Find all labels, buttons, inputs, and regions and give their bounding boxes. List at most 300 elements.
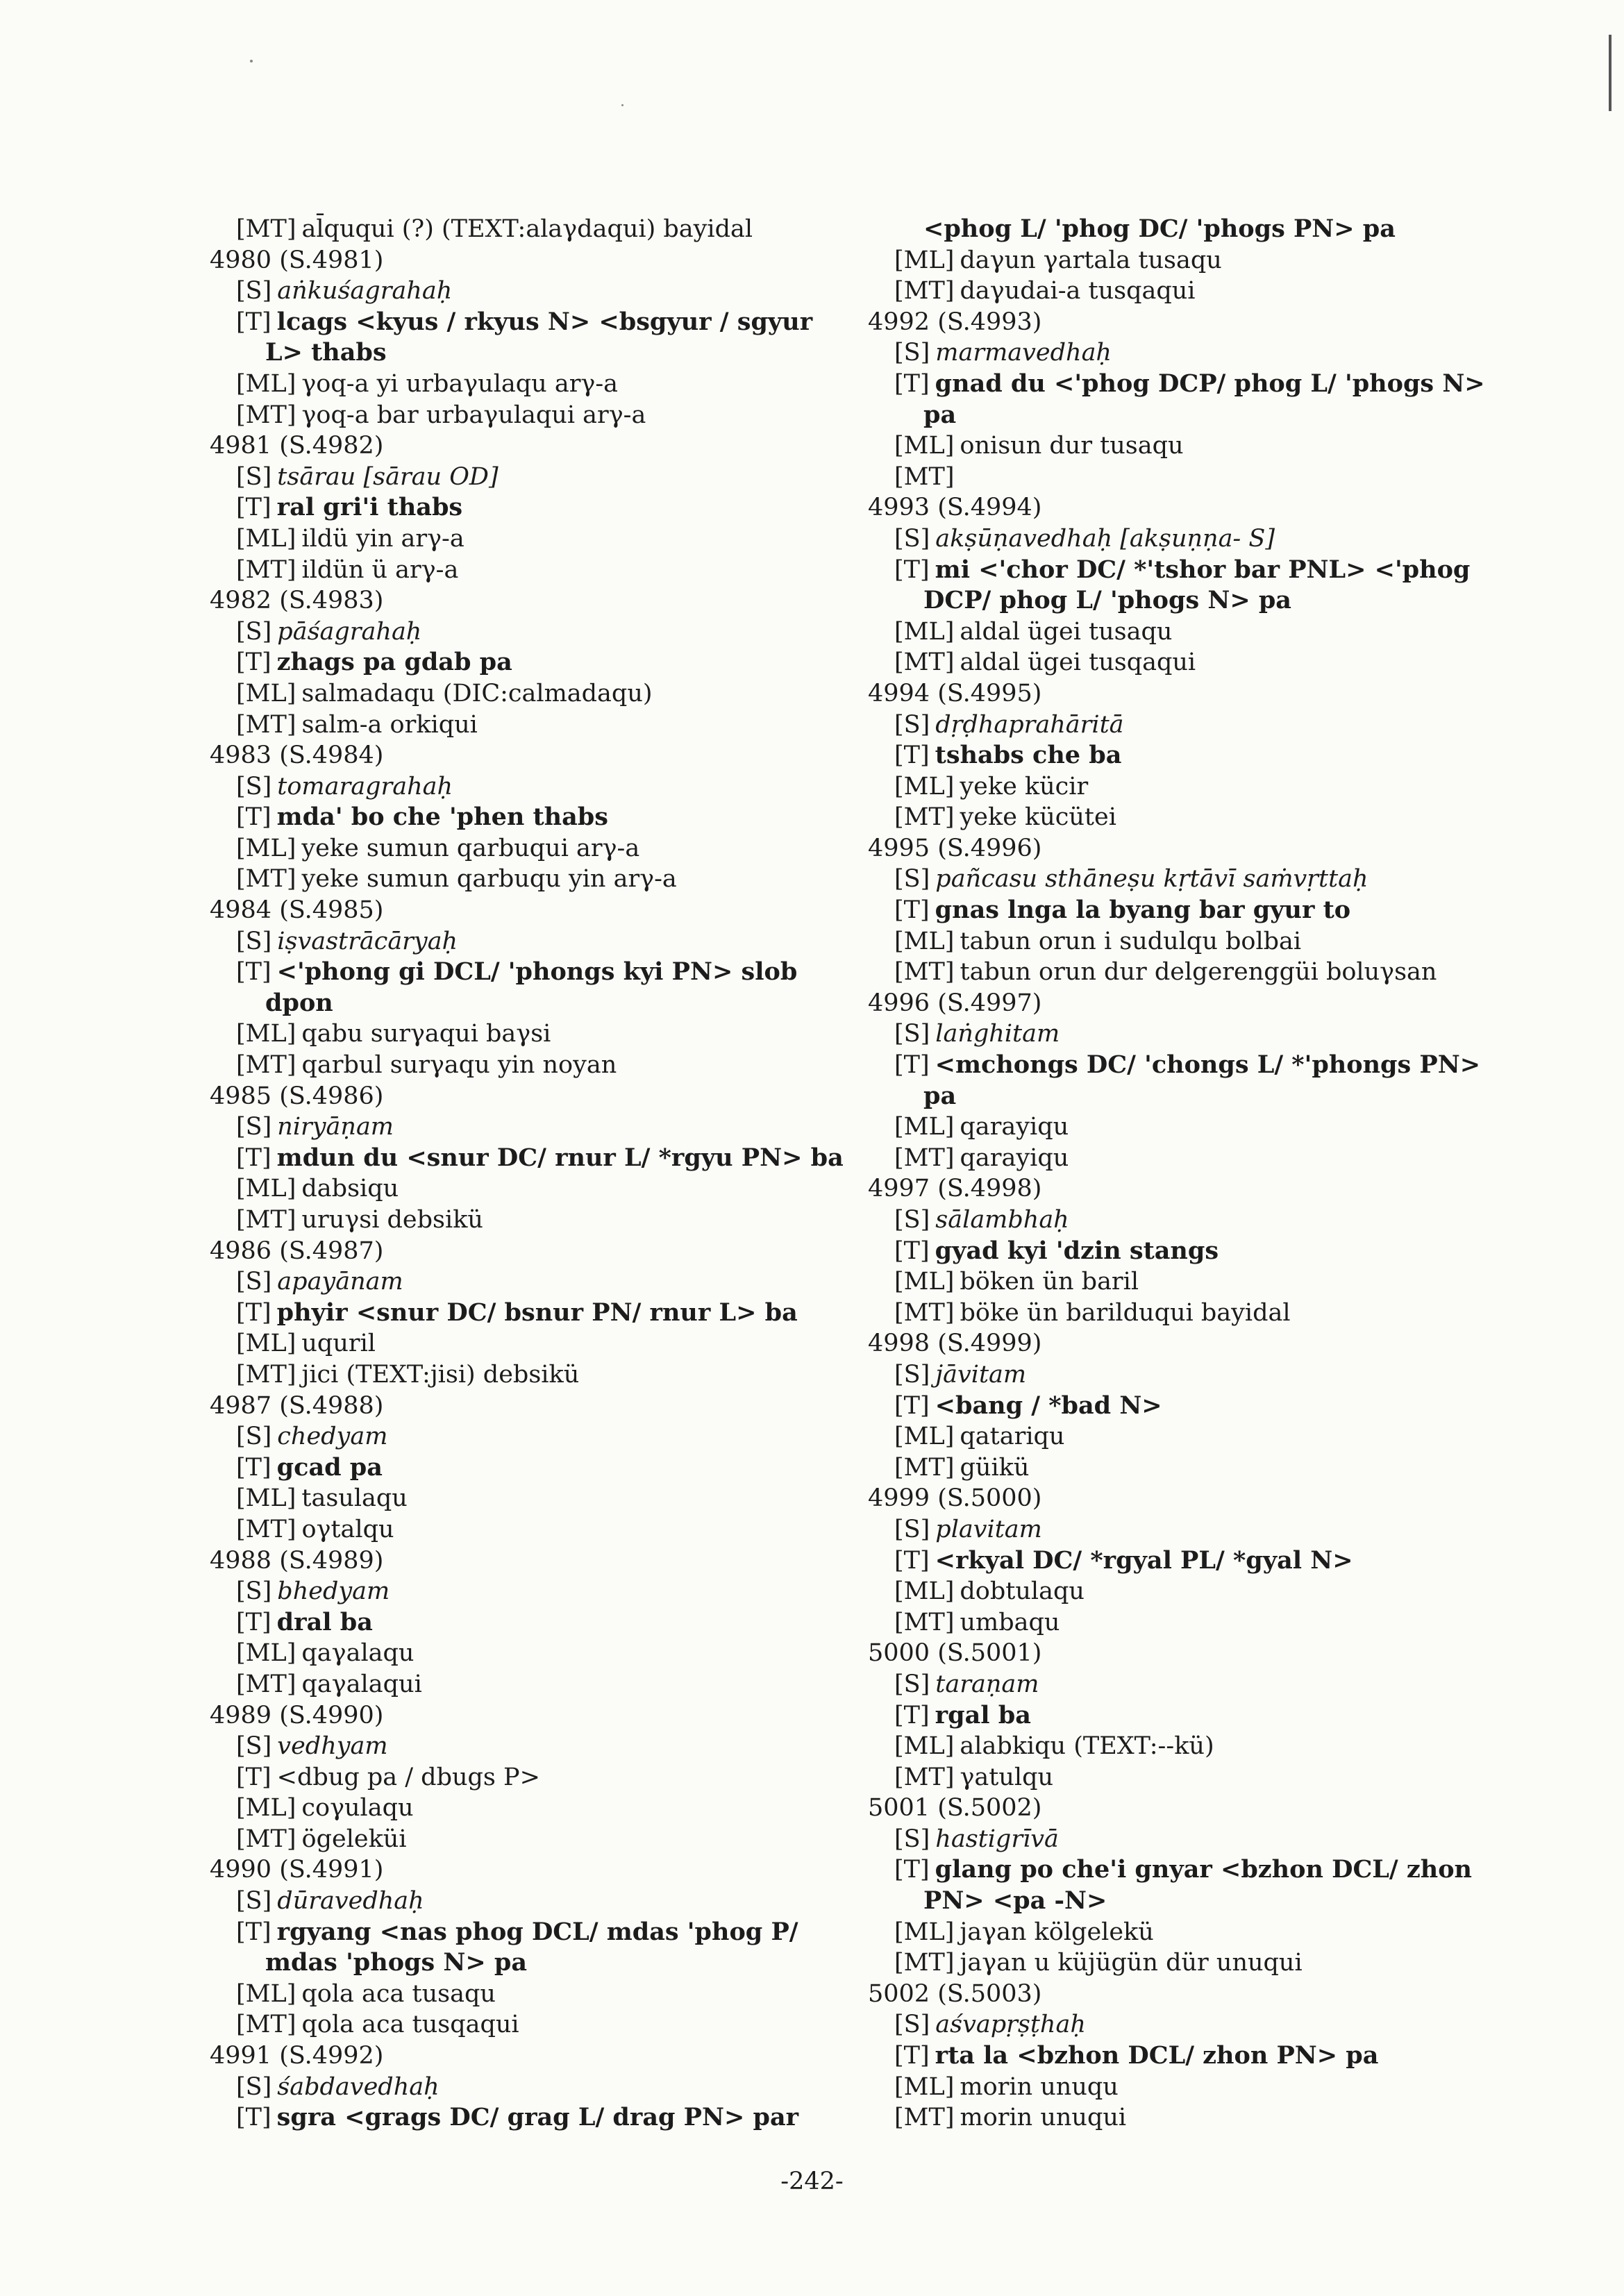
field-tag: [MT] [894,1763,955,1791]
entry-text: 4996 (S.4997) [868,989,1042,1017]
field-tag: [S] [236,2072,272,2101]
entry-line [210,369,835,400]
entry-line [868,1081,1493,1112]
entry-text: 4994 (S.4995) [868,679,1042,707]
entry-line [868,1824,1493,1855]
entry-text: tabun orun i sudulqu bolbai [960,927,1302,955]
entry-line [868,1050,1493,1081]
scan-edge-mark [1609,35,1612,111]
field-tag: [MT] [236,555,296,584]
field-tag: [MT] [236,1360,296,1389]
entry-text: daγun γartala tusaqu [960,246,1222,274]
entry-line [210,1979,835,2010]
entry-line [868,895,1493,926]
field-tag: [MT] [894,803,955,832]
entry-text: ildü yin arγ-a [301,524,464,553]
entry-line [210,617,835,648]
entry-number [210,245,835,276]
entry-line [868,585,1493,617]
entry-text: tasulaqu [301,1484,408,1513]
field-tag: [MT] [894,1298,955,1327]
field-tag: [ML] [894,772,955,801]
entry-line [868,1421,1493,1452]
entry-line [210,492,835,523]
entry-text: 4981 (S.4982) [210,432,384,460]
entry-number [210,1854,835,1886]
entry-text: mdas 'phogs N> pa [265,1948,528,1977]
entry-text: jici (TEXT:jisi) debsikü [301,1360,580,1389]
entry-line [868,555,1493,586]
entry-line [868,2009,1493,2041]
entry-line [210,1143,844,1174]
entry-line [868,710,1493,741]
field-tag: [ML] [894,1918,955,1946]
entry-text: gyad kyi 'dzin stangs [935,1236,1219,1265]
entry-line [210,1205,835,1236]
entry-line [868,1019,1493,1050]
entry-text: niryāṇam [277,1113,394,1141]
entry-text: śabdavedhaḥ [277,2072,440,2101]
field-tag: [S] [894,1825,930,1853]
field-tag: [ML] [236,524,296,553]
entry-text: ildün ü arγ-a [301,555,459,584]
field-tag: [S] [894,1670,930,1698]
entry-text: 4989 (S.4990) [210,1701,384,1729]
field-tag: [S] [894,2011,930,2039]
entry-text: 4983 (S.4984) [210,741,384,770]
entry-text: 5001 (S.5002) [868,1794,1042,1822]
entry-text: rgal ba [935,1700,1031,1729]
entry-number [868,1638,1493,1669]
scan-speck [621,104,623,106]
entry-text: lcags <kyus / rkyus N> <bsgyur / sgyur [276,307,813,336]
entry-text: 4980 (S.4981) [210,246,384,274]
field-tag: [S] [236,927,272,955]
entry-text: marmavedhaḥ [935,339,1112,367]
entry-text: <dbug pa / dbugs P> [276,1763,540,1791]
entry-line [210,1328,835,1359]
entry-line [210,1298,835,1329]
entry-line [868,1607,1493,1639]
field-tag: [S] [236,1113,272,1141]
entry-number [210,585,835,617]
entry-text: al̄ququi (?) (TEXT:alaγdaqui) bayidal [301,215,753,243]
entry-text: qaγalaqui [301,1670,422,1698]
entry-line [868,523,1493,555]
entry-text: aldal ügei tusqaqui [960,648,1196,677]
entry-text: qarbul surγaqu yin noyan [301,1051,617,1080]
entry-text: morin unuqui [960,2104,1127,2132]
entry-text: mda' bo che 'phen thabs [276,803,608,832]
entry-line [868,1298,1493,1329]
entry-line [868,1700,1493,1732]
entry-text: zhags pa gdab pa [276,648,512,677]
entry-text: <'phong gi DCL/ 'phongs kyi PN> slob [276,957,798,987]
entry-text: 4992 (S.4993) [868,308,1042,336]
field-tag: [S] [894,339,930,367]
entry-text: rgyang <nas phog DCL/ mdas 'phog P/ [276,1917,798,1946]
field-tag: [ML] [236,679,296,707]
entry-text: qarayiqu [960,1113,1069,1141]
entry-line [210,214,835,245]
entry-text: qarayiqu [960,1143,1069,1172]
entry-line [210,1731,835,1762]
entry-text: glang po che'i gnyar <bzhon DCL/ zhon [935,1855,1472,1884]
field-tag: [MT] [894,1608,955,1636]
entry-text: sālambhaḥ [935,1206,1069,1234]
entry-text: qola aca tusaqu [301,1979,496,2008]
entry-text: pa [923,1081,957,1110]
entry-text: daγudai-a tusqaqui [960,277,1196,305]
field-tag: [T] [236,1918,271,1946]
entry-line [868,2072,1493,2103]
field-tag: [S] [236,617,272,646]
entry-line [868,1391,1493,1422]
entry-line [210,1669,835,1700]
field-tag: [T] [894,1051,930,1080]
entry-text: PN> <pa -N> [923,1886,1107,1916]
entry-text: jāvitam [935,1360,1027,1389]
entry-line [868,957,1493,988]
entry-line [868,1762,1493,1793]
entry-text: böke ün barilduqui bayidal [960,1298,1291,1327]
entry-line [210,1112,835,1143]
entry-text: chedyam [277,1423,388,1451]
field-tag: [T] [236,1763,271,1791]
entry-line [868,369,1493,400]
field-tag: [T] [236,308,271,336]
entry-line [868,1545,1493,1577]
entry-text: qaγalaqu [301,1639,415,1668]
field-tag: [S] [236,1577,272,1606]
field-tag: [S] [236,462,272,491]
entry-text: mdun du <snur DC/ rnur L/ *rgyu PN> ba [276,1143,844,1172]
field-tag: [S] [236,772,272,801]
field-tag: [ML] [894,2072,955,2101]
field-tag: [S] [236,1423,272,1451]
entry-line [868,802,1493,833]
field-tag: [T] [894,896,930,925]
entry-text: dral ba [276,1607,373,1636]
entry-text: rta la <bzhon DCL/ zhon PN> pa [935,2041,1379,2070]
entry-text: güikü [960,1453,1030,1482]
entry-line [868,1947,1493,1979]
entry-number [210,1391,835,1422]
entry-line [868,2041,1493,2072]
field-tag: [ML] [236,369,296,398]
entry-text: aśvapṛṣṭhaḥ [935,2011,1086,2039]
entry-text: ögeleküi [301,1825,407,1853]
entry-text: 4985 (S.4986) [210,1082,384,1110]
entry-text: dabsiqu [301,1175,399,1203]
entry-text: gnad du <'phog DCP/ phog L/ 'phogs N> [935,369,1485,398]
field-tag: [T] [236,1143,271,1172]
entry-text: 4991 (S.4992) [210,2042,384,2070]
entry-text: tshabs che ba [935,741,1122,770]
entry-line [868,462,1493,493]
field-tag: [T] [894,741,930,770]
entry-text: yeke sumun qarbuqu yin arγ-a [301,865,677,894]
entry-line [868,1886,1493,1917]
field-tag: [S] [894,1020,930,1048]
entry-line [210,1886,835,1917]
entry-text: uquril [301,1330,376,1358]
entry-line [868,1205,1493,1236]
entry-number [868,1483,1493,1514]
entry-line [210,1452,835,1484]
entry-number [210,895,835,926]
entry-line [868,1112,1493,1143]
entry-line [868,1452,1493,1484]
entry-text: oγtalqu [301,1515,394,1543]
field-tag: [T] [236,648,271,677]
entry-text: coγulaqu [301,1794,414,1822]
page-number: -242- [780,2168,844,2195]
field-tag: [MT] [236,215,296,243]
entry-line [868,1266,1493,1298]
entry-line [210,1576,835,1607]
entry-text: DCP/ phog L/ 'phogs N> pa [923,586,1291,615]
entry-text: akṣūṇavedhaḥ [akṣuṇṇa- S] [935,524,1275,553]
field-tag: [MT] [894,648,955,677]
entry-text: 4986 (S.4987) [210,1237,384,1265]
entry-text: aṅkuśagrahaḥ [277,277,453,305]
field-tag: [T] [236,2104,271,2132]
entry-line [868,1917,1493,1948]
entry-text: salmadaqu (DIC:calmadaqu) [301,679,653,707]
entry-text: 4998 (S.4999) [868,1330,1042,1358]
entry-text: salm-a orkiqui [301,710,478,739]
entry-number [210,1545,835,1577]
field-tag: [T] [236,1298,271,1327]
entry-text: uruγsi debsikü [301,1206,483,1234]
field-tag: [T] [894,1391,930,1420]
field-tag: [ML] [894,1113,955,1141]
field-tag: [ML] [894,1732,955,1761]
entry-line [210,1019,835,1050]
field-tag: [T] [236,1608,271,1636]
entry-text: mi <'chor DC/ *'tshor bar PNL> <'phog [935,555,1471,584]
entry-line [868,771,1493,803]
scan-speck [250,60,253,62]
field-tag: [T] [894,1237,930,1265]
entry-number [210,740,835,771]
entry-text: tomaragrahaḥ [277,772,453,801]
entry-text: plavitam [935,1515,1042,1543]
field-tag: [S] [894,1206,930,1234]
entry-line [210,771,835,803]
entry-text: <bang / *bad N> [935,1391,1162,1420]
entry-text: 4988 (S.4989) [210,1546,384,1575]
entry-line [868,1854,1493,1886]
entry-number [868,1328,1493,1359]
entry-line [210,1638,835,1669]
entry-line [210,276,835,307]
entry-text: dpon [265,988,333,1017]
entry-line [210,555,835,586]
field-tag: [MT] [894,277,955,305]
field-tag: [ML] [236,1794,296,1822]
entry-number [210,2041,835,2072]
entry-line [210,523,835,555]
entry-line [868,1731,1493,1762]
entry-line [210,1793,835,1824]
field-tag: [T] [894,1701,930,1729]
field-tag: [MT] [894,1453,955,1482]
entry-line [210,1917,835,1948]
field-tag: [MT] [236,1051,296,1080]
entry-line [210,1483,835,1514]
entry-line [868,1143,1493,1174]
entry-text: gnas lnga la byang bar gyur to [935,896,1351,925]
entry-line [210,647,835,678]
field-tag: [S] [894,865,930,894]
entry-line [868,2102,1493,2134]
entry-line [210,1359,835,1391]
entry-text: vedhyam [277,1732,388,1761]
entry-text: pa [923,400,957,429]
entry-line [868,1236,1493,1267]
entry-number [210,430,835,462]
field-tag: [ML] [894,617,955,646]
field-tag: [MT] [236,1670,296,1698]
entry-line [210,2102,835,2134]
entry-line [210,864,835,895]
entry-text: <mchongs DC/ 'chongs L/ *'phongs PN> [935,1050,1481,1080]
entry-text: 4987 (S.4988) [210,1391,384,1420]
entry-line [210,1514,835,1545]
entry-line [210,2072,835,2103]
entry-number [868,833,1493,864]
entry-line [210,2009,835,2041]
entry-text: 4995 (S.4996) [868,834,1042,862]
entry-line [868,337,1493,369]
field-tag: [T] [894,1856,930,1884]
field-tag: [S] [236,1268,272,1296]
entry-text: dṛḍhaprahāritā [935,710,1124,739]
entry-text: jaγan u küjügün dür unuqui [960,1949,1303,1977]
entry-line [868,1669,1493,1700]
entry-number [868,307,1493,338]
entry-text: γoq-a bar urbaγulaqui arγ-a [301,401,646,429]
entry-line [210,833,835,864]
field-tag: [MT] [236,401,296,429]
entry-number [868,1173,1493,1205]
entry-number [210,1700,835,1732]
field-tag: [S] [236,277,272,305]
field-tag: [S] [894,1360,930,1389]
entry-text: yeke kücir [960,772,1089,801]
field-tag: [T] [894,369,930,398]
entry-text: 4999 (S.5000) [868,1484,1042,1513]
entry-line [210,1824,835,1855]
entry-text: aldal ügei tusaqu [960,617,1173,646]
entry-line [868,400,1493,431]
entry-text: alabkiqu (TEXT:--kü) [960,1732,1214,1761]
field-tag: [MT] [894,1949,955,1977]
right-column [868,214,1493,2134]
field-tag: [ML] [236,1484,296,1513]
entry-number [868,492,1493,523]
entry-text: γoq-a yi urbaγulaqu arγ-a [301,369,619,398]
entry-text: yeke sumun qarbuqui arγ-a [301,834,640,862]
entry-line [868,1514,1493,1545]
left-column [210,214,844,2134]
field-tag: [T] [894,555,930,584]
field-tag: [S] [894,1515,930,1543]
field-tag: [ML] [894,1577,955,1606]
entry-text: bhedyam [277,1577,390,1606]
entry-text: 4997 (S.4998) [868,1175,1042,1203]
entry-line [210,1762,835,1793]
field-tag: [S] [894,710,930,739]
field-tag: [ML] [236,1979,296,2008]
field-tag: [MT] [894,1143,955,1172]
entry-text: taraṇam [935,1670,1039,1698]
entry-text: tsārau [sārau OD] [277,462,499,491]
field-tag: [S] [236,1887,272,1916]
entry-line [210,802,835,833]
entry-line [868,214,1493,245]
entry-line [210,1173,835,1205]
entry-text: qatariqu [960,1423,1065,1451]
field-tag: [T] [236,494,271,522]
field-tag: [MT] [236,2011,296,2039]
entry-number [868,678,1493,710]
entry-text: jaγan kölgelekü [960,1918,1154,1946]
entry-number [868,1979,1493,2010]
entry-text: qabu surγaqui baγsi [301,1020,551,1048]
entry-text: onisun dur tusaqu [960,432,1184,460]
entry-line [210,988,835,1019]
entry-line [210,1050,835,1081]
field-tag: [MT] [894,462,955,491]
field-tag: [ML] [894,1268,955,1296]
field-tag: [ML] [236,1330,296,1358]
field-tag: [ML] [236,1639,296,1668]
field-tag: [MT] [236,1825,296,1853]
entry-text: γatulqu [960,1763,1054,1791]
entry-text: sgra <grags DC/ grag L/ drag PN> par [276,2103,799,2132]
entry-text: 4990 (S.4991) [210,1856,384,1884]
entry-text: phyir <snur DC/ bsnur PN/ rnur L> ba [276,1298,798,1327]
entry-text: morin unuqu [960,2072,1119,2101]
field-tag: [MT] [236,1515,296,1543]
field-tag: [ML] [236,1175,296,1203]
entry-text: hastigrīvā [935,1825,1059,1853]
field-tag: [ML] [894,927,955,955]
entry-text: pañcasu sthāneṣu kṛtāvī saṁvṛttaḥ [935,865,1368,894]
entry-text: 5002 (S.5003) [868,1979,1042,2008]
entry-text: apayānam [277,1268,403,1296]
entry-line [210,337,835,369]
entry-text: dobtulaqu [960,1577,1085,1606]
field-tag: [ML] [236,834,296,862]
entry-line [210,957,835,988]
entry-text: dūravedhaḥ [277,1887,424,1916]
entry-text: yeke kücütei [960,803,1116,832]
entry-line [210,307,835,338]
field-tag: [ML] [894,432,955,460]
entry-line [868,1359,1493,1391]
entry-number [868,988,1493,1019]
field-tag: [ML] [236,1020,296,1048]
field-tag: [MT] [236,710,296,739]
entry-number [210,1081,835,1112]
entry-text: <rkyal DC/ *rgyal PL/ *gyal N> [935,1545,1353,1575]
entry-text: L> thabs [265,338,387,367]
entry-line [210,1266,835,1298]
